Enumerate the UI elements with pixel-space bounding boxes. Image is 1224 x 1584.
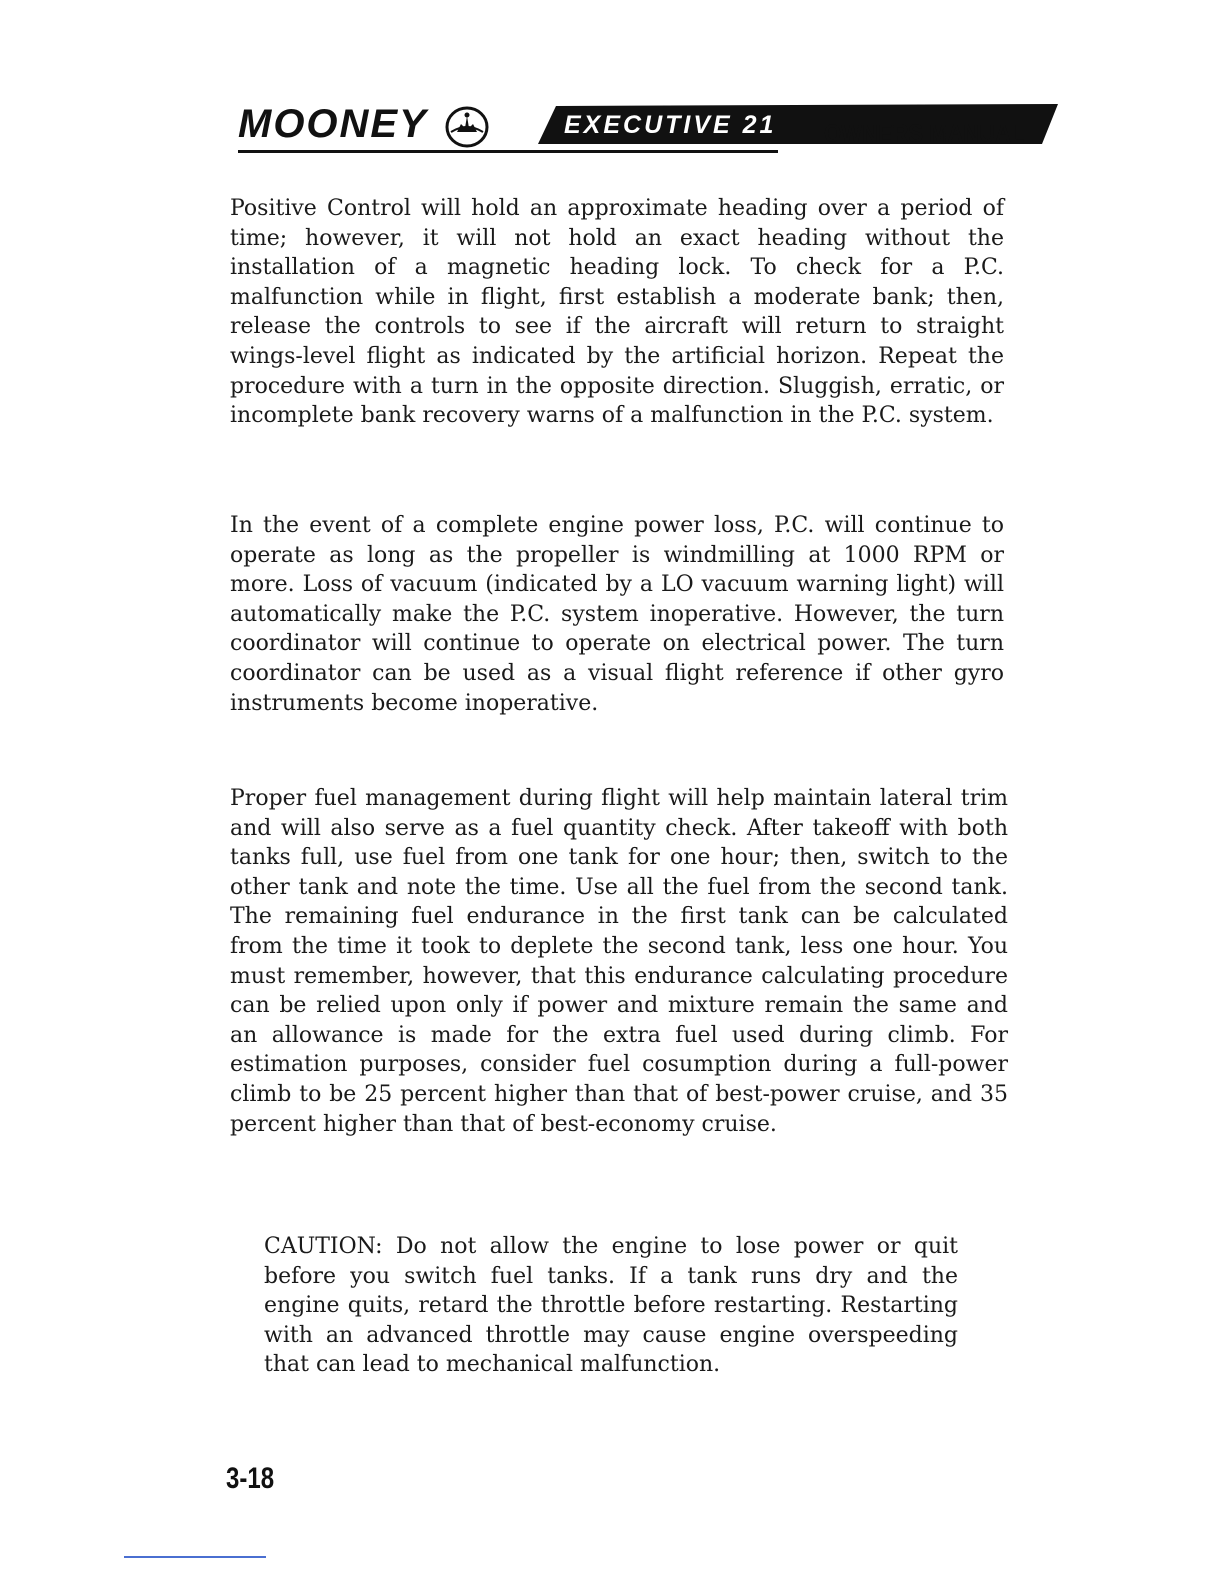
model-name: EXECUTIVE 21 [564, 111, 777, 139]
brand-name: MOONEY [238, 102, 428, 146]
header-rule-right [808, 106, 1030, 108]
paragraph-fuel-management: Proper fuel management during flight will help maintain lateral trim and will also serve as a fuel quantity check. After takeoff with both tanks full, use fuel from one tank for one hour; then, switch to the other tank and note the time. Use all the fuel from the second tank. The remaining fuel endurance in the first tank can be calculated from the time it took to deplete the second tank, less one hour. You must remember, however, that this endurance calculating procedure can be relied upon only if power and mixture remain the same and an allowance is made for the extra fuel used during climb. For estimation purposes, consider fuel cosumption during a full-power climb to be 25 percent higher than that of best-power cruise, and 35 percent higher than that of best-economy cruise. [230, 786, 1008, 1137]
page-header [238, 80, 1030, 160]
manual-title: OWNERS MANUAL [824, 120, 1025, 148]
caution-note: CAUTION: Do not allow the engine to lose power or quit before you switch fuel tanks. If a tank runs dry and the engine quits, retard the throttle before restarting. Restarting with an advanced throttle may cause engine overspeeding that can lead to mechanical malfunction. [264, 1234, 958, 1378]
footer-rule [124, 1556, 266, 1558]
paragraph-power-loss: In the event of a complete engine power loss, P.C. will continue to operate as long as the propeller is windmilling at 1000 RPM or more. Loss of vacuum (indicated by a LO vacuum warning light) will automatically make the P.C. system inoperative. However, the turn coordinator will continue to operate on electrical power. The turn coordinator can be used as a visual flight reference if other gyro instruments become inoperative. [230, 513, 1004, 716]
mooney-emblem-icon [443, 102, 491, 150]
paragraph-positive-control: Positive Control will hold an approximate heading over a period of time; however, it will not hold an exact heading without the installation of a magnetic heading lock. To check for a P.C. malfunction while in flight, first establish a moderate bank; then, release the controls to see if the aircraft will return to straight wings-level flight as indicated by the artificial horizon. Repeat the procedure with a turn in the opposite direction. Sluggish, erratic, or incomplete bank recovery warns of a malfunction in the P.C. system. [230, 196, 1004, 429]
page-number: 3-18 [226, 1462, 275, 1495]
header-rule [238, 150, 778, 153]
